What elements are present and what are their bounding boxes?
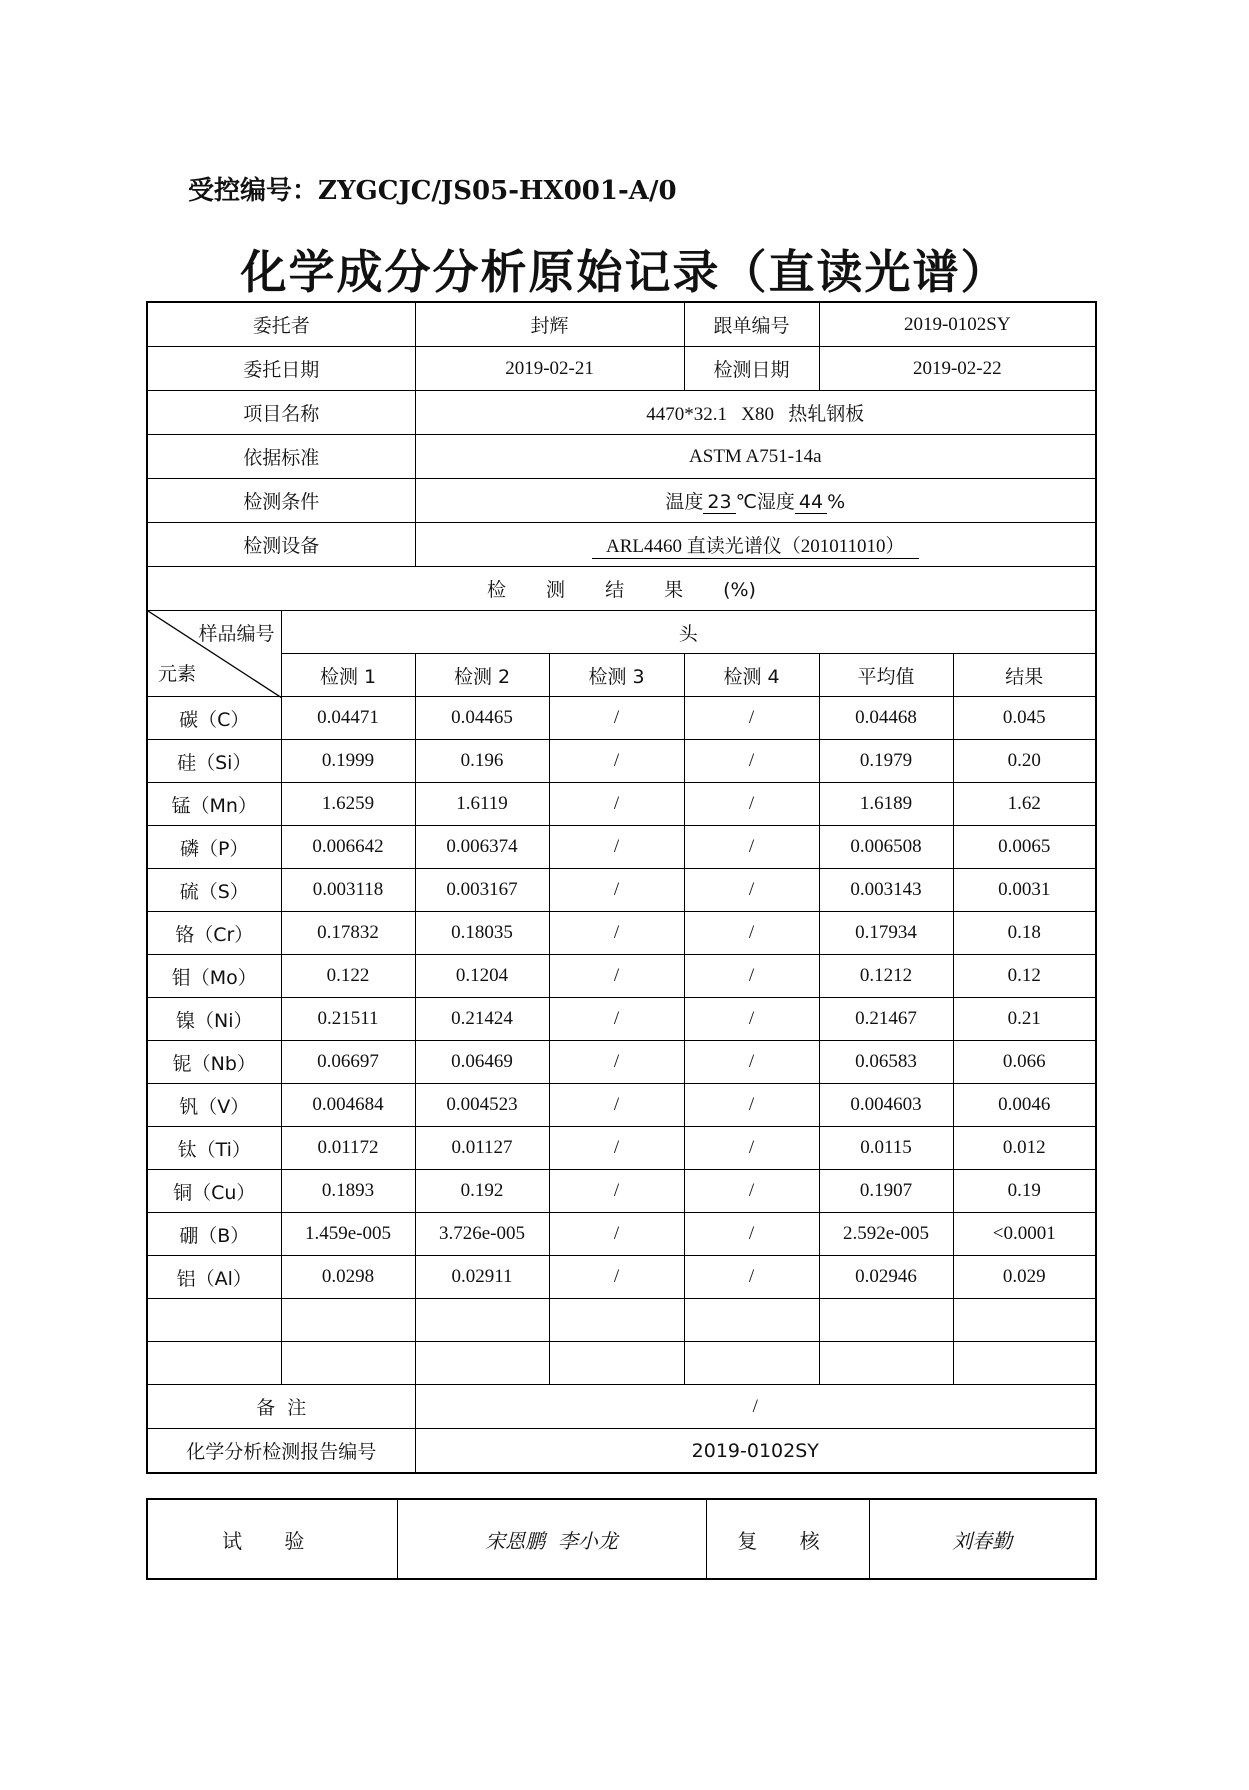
value-cell: / [684, 1084, 819, 1127]
value-cell: 0.21511 [281, 998, 415, 1041]
equipment-text: ARL4460 直读光谱仪（201011010） [592, 531, 919, 559]
value-cell: 0.04465 [415, 697, 549, 740]
value-cell: 0.18 [953, 912, 1096, 955]
column-header-row [147, 654, 1096, 697]
value-cell: 0.1204 [415, 955, 549, 998]
empty-row [147, 1342, 1096, 1385]
report-no-row [147, 1429, 1096, 1474]
element-name-cell: 钒（V） [147, 1084, 281, 1127]
table-row [147, 740, 1096, 783]
element-name-cell: 铜（Cu） [147, 1170, 281, 1213]
humidity-value: 44 [795, 491, 827, 514]
control-number: 受控编号：ZYGCJC/JS05-HX001-A/0 [188, 176, 677, 206]
value-cell: / [684, 697, 819, 740]
value-cell: / [549, 955, 684, 998]
cond-prefix: 温度 [665, 491, 704, 513]
value-cell: / [549, 1127, 684, 1170]
value-cell: 0.192 [415, 1170, 549, 1213]
value-cell: / [684, 783, 819, 826]
record-table [146, 301, 1097, 1474]
value-cell: 0.17934 [819, 912, 953, 955]
value-cell: 0.003118 [281, 869, 415, 912]
col-header-test1: 检测 1 [281, 654, 415, 697]
table-row [147, 1041, 1096, 1084]
value-cell: / [549, 697, 684, 740]
element-name-cell: 硼（B） [147, 1213, 281, 1256]
value-cell: 1.459e-005 [281, 1213, 415, 1256]
table-row [147, 826, 1096, 869]
cond-suffix: % [827, 491, 846, 513]
temperature-value: 23 [703, 491, 735, 514]
report-no-label: 化学分析检测报告编号 [147, 1429, 415, 1474]
value-cell: 0.006374 [415, 826, 549, 869]
standard-label: 依据标准 [147, 435, 415, 479]
standard-value: ASTM A751-14a [415, 435, 1096, 479]
col-header-test2: 检测 2 [415, 654, 549, 697]
value-cell: 0.1907 [819, 1170, 953, 1213]
value-cell: 0.02946 [819, 1256, 953, 1299]
table-row [147, 697, 1096, 740]
element-name-cell: 铬（Cr） [147, 912, 281, 955]
value-cell: 0.01127 [415, 1127, 549, 1170]
value-cell: 0.0065 [953, 826, 1096, 869]
info-row-equipment [147, 523, 1096, 567]
value-cell: / [549, 998, 684, 1041]
value-cell: / [684, 955, 819, 998]
value-cell: / [549, 783, 684, 826]
element-name-cell: 碳（C） [147, 697, 281, 740]
value-cell: 0.19 [953, 1170, 1096, 1213]
value-cell: / [684, 912, 819, 955]
value-cell: 0.18035 [415, 912, 549, 955]
value-cell: 2.592e-005 [819, 1213, 953, 1256]
table-row [147, 869, 1096, 912]
element-name-cell: 铌（Nb） [147, 1041, 281, 1084]
tracking-label: 跟单编号 [684, 302, 819, 347]
tester-label: 试 验 [147, 1499, 397, 1579]
value-cell: 0.01172 [281, 1127, 415, 1170]
element-name-cell: 铝（Al） [147, 1256, 281, 1299]
commission-date-value: 2019-02-21 [415, 347, 684, 391]
value-cell: 0.12 [953, 955, 1096, 998]
value-cell: 0.06697 [281, 1041, 415, 1084]
sample-no-label: 样品编号 [198, 623, 275, 645]
value-cell: 0.196 [415, 740, 549, 783]
remarks-row [147, 1385, 1096, 1429]
value-cell: 0.029 [953, 1256, 1096, 1299]
project-label: 项目名称 [147, 391, 415, 435]
results-heading: 检 测 结 果 (%) [147, 567, 1096, 611]
value-cell: 0.06469 [415, 1041, 549, 1084]
page-title: 化学成分分析原始记录（直读光谱） [240, 245, 1009, 299]
value-cell: 0.21 [953, 998, 1096, 1041]
value-cell: 0.006642 [281, 826, 415, 869]
value-cell: / [549, 869, 684, 912]
value-cell: 0.0046 [953, 1084, 1096, 1127]
value-cell: 0.06583 [819, 1041, 953, 1084]
value-cell: 0.04471 [281, 697, 415, 740]
value-cell: 0.122 [281, 955, 415, 998]
reviewer-label: 复 核 [706, 1499, 869, 1579]
element-name-cell: 锰（Mn） [147, 783, 281, 826]
commission-date-label: 委托日期 [147, 347, 415, 391]
element-label: 元素 [158, 663, 197, 685]
signature-table [146, 1498, 1097, 1580]
value-cell: / [549, 1041, 684, 1084]
table-row [147, 1127, 1096, 1170]
value-cell: 0.0298 [281, 1256, 415, 1299]
table-row [147, 1213, 1096, 1256]
col-header-result: 结果 [953, 654, 1096, 697]
diagonal-header-cell [147, 611, 281, 697]
value-cell: 0.0031 [953, 869, 1096, 912]
test-date-value: 2019-02-22 [819, 347, 1096, 391]
value-cell: 3.726e-005 [415, 1213, 549, 1256]
client-label: 委托者 [147, 302, 415, 347]
value-cell: 0.006508 [819, 826, 953, 869]
table-row [147, 955, 1096, 998]
value-cell: / [684, 998, 819, 1041]
remarks-label: 备 注 [147, 1385, 415, 1429]
element-rows [147, 697, 1096, 1299]
value-cell: 0.004684 [281, 1084, 415, 1127]
element-name-cell: 钼（Mo） [147, 955, 281, 998]
client-value: 封辉 [415, 302, 684, 347]
value-cell: / [549, 1084, 684, 1127]
value-cell: 0.1893 [281, 1170, 415, 1213]
value-cell: 0.012 [953, 1127, 1096, 1170]
value-cell: 0.04468 [819, 697, 953, 740]
table-row [147, 1256, 1096, 1299]
value-cell: 0.1212 [819, 955, 953, 998]
reviewer-signature: 刘春勤 [869, 1499, 1096, 1579]
empty-row [147, 1299, 1096, 1342]
value-cell: 0.21467 [819, 998, 953, 1041]
equipment-value [415, 523, 1096, 567]
value-cell: 0.20 [953, 740, 1096, 783]
value-cell: / [549, 740, 684, 783]
report-no-value: 2019-0102SY [415, 1429, 1096, 1474]
tracking-value: 2019-0102SY [819, 302, 1096, 347]
value-cell: 1.6259 [281, 783, 415, 826]
value-cell: 0.066 [953, 1041, 1096, 1084]
info-row-standard [147, 435, 1096, 479]
col-header-test4: 检测 4 [684, 654, 819, 697]
info-row-condition [147, 479, 1096, 523]
value-cell: 0.21424 [415, 998, 549, 1041]
value-cell: 0.0115 [819, 1127, 953, 1170]
value-cell: / [549, 826, 684, 869]
value-cell: 0.004603 [819, 1084, 953, 1127]
value-cell: 1.62 [953, 783, 1096, 826]
sample-row [147, 611, 1096, 654]
info-row-project [147, 391, 1096, 435]
value-cell: 0.1979 [819, 740, 953, 783]
cond-mid: ℃湿度 [735, 491, 795, 513]
col-header-test3: 检测 3 [549, 654, 684, 697]
table-row [147, 1084, 1096, 1127]
tester-signature: 宋恩鹏 李小龙 [397, 1499, 706, 1579]
col-header-average: 平均值 [819, 654, 953, 697]
table-row [147, 783, 1096, 826]
signature-row [147, 1499, 1096, 1579]
element-name-cell: 钛（Ti） [147, 1127, 281, 1170]
value-cell: / [684, 1041, 819, 1084]
value-cell: <0.0001 [953, 1213, 1096, 1256]
value-cell: / [684, 1256, 819, 1299]
test-date-label: 检测日期 [684, 347, 819, 391]
value-cell: 0.1999 [281, 740, 415, 783]
element-name-cell: 镍（Ni） [147, 998, 281, 1041]
value-cell: 0.17832 [281, 912, 415, 955]
sample-value: 头 [281, 611, 1096, 654]
element-name-cell: 磷（P） [147, 826, 281, 869]
info-row-dates [147, 347, 1096, 391]
element-name-cell: 硅（Si） [147, 740, 281, 783]
value-cell: / [684, 1170, 819, 1213]
value-cell: 0.004523 [415, 1084, 549, 1127]
value-cell: 0.003143 [819, 869, 953, 912]
value-cell: 0.045 [953, 697, 1096, 740]
value-cell: 0.003167 [415, 869, 549, 912]
value-cell: / [684, 740, 819, 783]
value-cell: / [684, 1213, 819, 1256]
info-row-client [147, 302, 1096, 347]
value-cell: 1.6119 [415, 783, 549, 826]
remarks-value: / [415, 1385, 1096, 1429]
value-cell: 0.02911 [415, 1256, 549, 1299]
value-cell: / [684, 1127, 819, 1170]
value-cell: / [549, 1170, 684, 1213]
condition-value [415, 479, 1096, 523]
value-cell: / [549, 1256, 684, 1299]
value-cell: / [549, 912, 684, 955]
equipment-label: 检测设备 [147, 523, 415, 567]
table-row [147, 912, 1096, 955]
value-cell: / [684, 826, 819, 869]
value-cell: 1.6189 [819, 783, 953, 826]
results-heading-row [147, 567, 1096, 611]
value-cell: / [549, 1213, 684, 1256]
table-row [147, 1170, 1096, 1213]
table-row [147, 998, 1096, 1041]
value-cell: / [684, 869, 819, 912]
project-value: 4470*32.1 X80 热轧钢板 [415, 391, 1096, 435]
element-name-cell: 硫（S） [147, 869, 281, 912]
condition-label: 检测条件 [147, 479, 415, 523]
